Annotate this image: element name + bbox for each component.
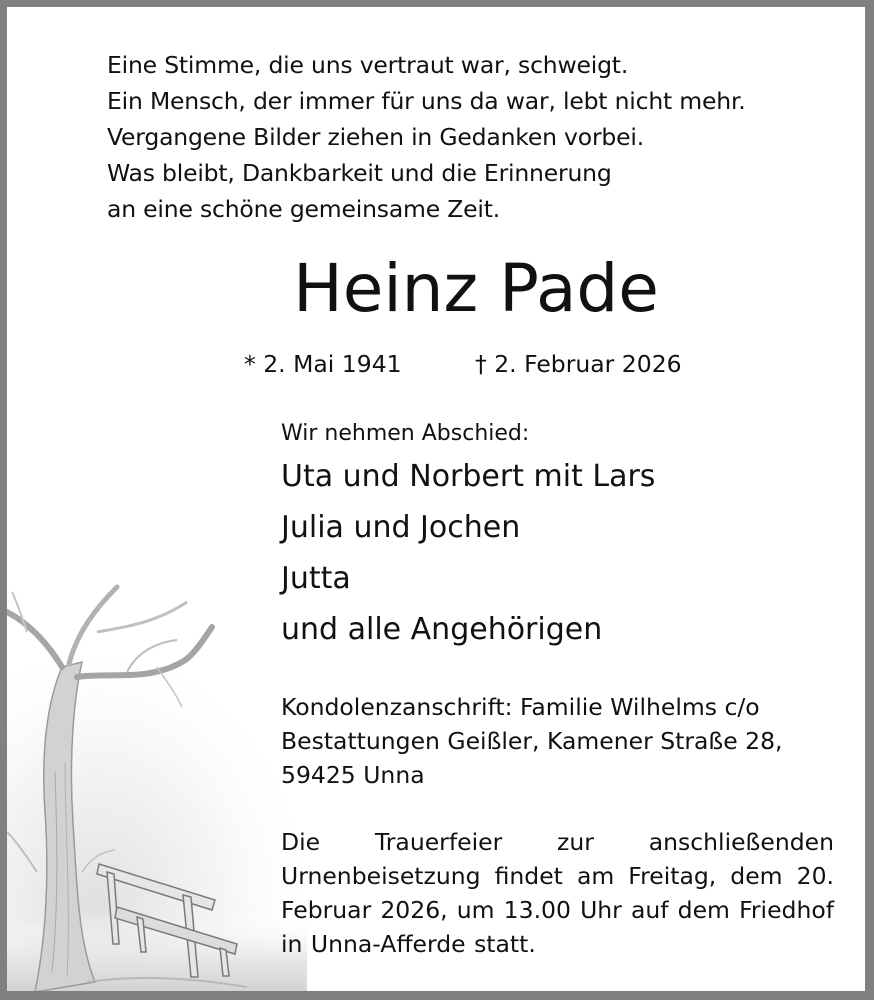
obituary-card <box>7 7 865 991</box>
birth-date: * 2. Mai 1941 <box>244 350 402 378</box>
mourners-section <box>281 417 655 655</box>
poem-line: Vergangene Bilder ziehen in Gedanken vorbei. <box>107 123 644 151</box>
condolence-address <box>281 690 841 792</box>
mourner-name: Uta und Norbert mit Lars <box>281 459 656 494</box>
mourner-name: Julia und Jochen <box>281 510 521 545</box>
death-date: † 2. Februar 2026 <box>475 350 682 378</box>
address-line: 59425 Unna <box>281 761 425 789</box>
mourner-name: und alle Angehörigen <box>281 612 603 647</box>
poem-line: an eine schöne gemeinsame Zeit. <box>107 195 501 223</box>
poem-line: Was bleibt, Dankbarkeit und die Erinnerung <box>107 159 612 187</box>
address-line: Bestattungen Geißler, Kamener Straße 28, <box>281 727 783 755</box>
poem-line: Ein Mensch, der immer für uns da war, lebt nicht mehr. <box>107 87 746 115</box>
deceased-name: Heinz Pade <box>293 250 659 327</box>
tree-and-bench-sketch-icon <box>7 572 307 991</box>
poem <box>107 47 746 227</box>
mourner-name: Jutta <box>281 561 351 596</box>
address-line: Kondolenzanschrift: Familie Wilhelms c/o <box>281 693 760 721</box>
poem-line: Eine Stimme, die uns vertraut war, schweigt. <box>107 51 629 79</box>
mourners-intro: Wir nehmen Abschied: <box>281 421 530 446</box>
ceremony-info: Die Trauerfeier zur anschließenden Urnenbeisetzung findet am Freitag, dem 20. Februar 2026, um 13.00 Uhr auf dem Friedhof in Unna-Afferde statt. <box>281 828 834 958</box>
